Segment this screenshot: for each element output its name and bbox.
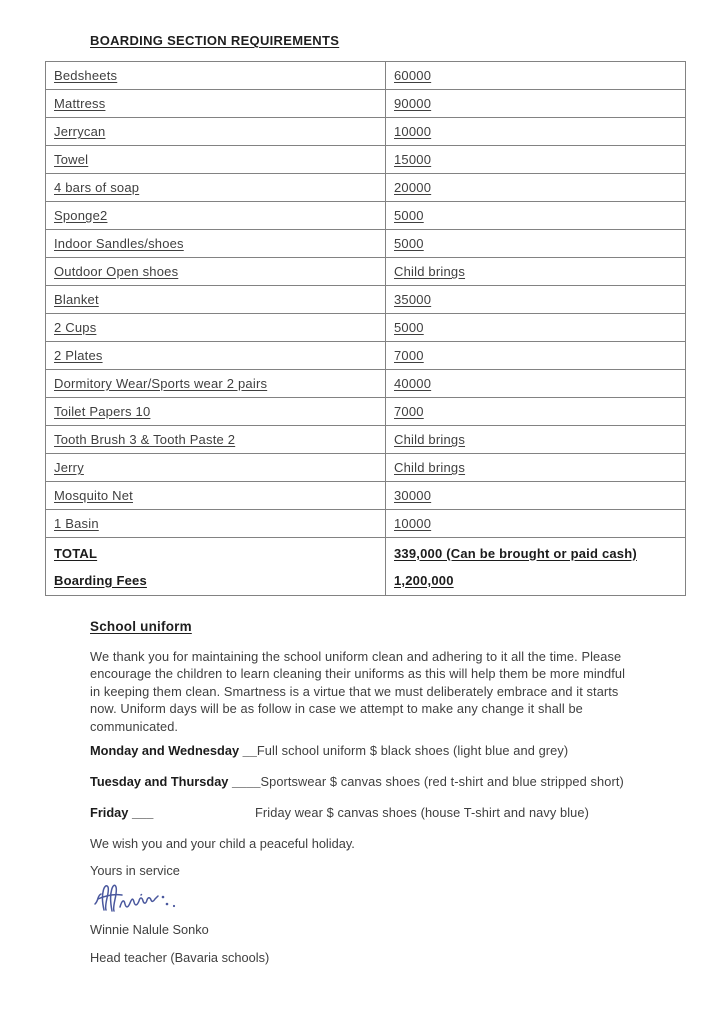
item-cell-text: Mattress <box>54 96 106 111</box>
uniform-schedule <box>90 742 690 835</box>
value-cell-text: 15000 <box>394 152 432 167</box>
value-cell-text: 5000 <box>394 236 424 251</box>
value-cell-text: 5000 <box>394 208 424 223</box>
paragraph-line: in keeping them clean. Smartness is a virtue that we must deliberately embrace and it starts <box>90 683 619 699</box>
value-cell-text: 5000 <box>394 320 424 335</box>
paragraph-line: encourage the children to learn cleaning their uniforms as this will help them be more mindful <box>90 666 626 682</box>
value-cell-text: Child brings <box>394 264 466 279</box>
schedule-row-friday <box>90 804 690 821</box>
item-cell-text: Dormitory Wear/Sports wear 2 pairs <box>54 376 268 391</box>
item-cell-text: Outdoor Open shoes <box>54 264 179 279</box>
handwritten-signature-icon <box>92 879 182 919</box>
schedule-row-monday-wednesday <box>90 742 690 759</box>
item-cell-text: Blanket <box>54 292 99 307</box>
table-row <box>46 314 686 342</box>
item-cell-text: Mosquito Net <box>54 488 133 503</box>
table-row <box>46 482 686 510</box>
item-cell-text: Towel <box>54 152 89 167</box>
valediction-text: Yours in service <box>90 863 180 878</box>
table-row <box>46 342 686 370</box>
item-cell-text: 2 Plates <box>54 348 103 363</box>
value-cell-text: 35000 <box>394 292 432 307</box>
value-cell-text: 20000 <box>394 180 432 195</box>
uniform-paragraph <box>90 648 665 735</box>
item-cell-text: Jerrycan <box>54 124 106 139</box>
table-row <box>46 370 686 398</box>
section-heading-school-uniform: School uniform <box>90 619 192 634</box>
value-cell-text: Child brings <box>394 432 466 447</box>
schedule-days-label: Monday and Wednesday <box>90 743 240 758</box>
table-row <box>46 258 686 286</box>
value-cell-text: 10000 <box>394 516 432 531</box>
table-row <box>46 118 686 146</box>
item-cell-text: Indoor Sandles/shoes <box>54 236 184 251</box>
item-cell-text: Sponge2 <box>54 208 108 223</box>
signatory-title: Head teacher (Bavaria schools) <box>90 950 270 965</box>
table-row <box>46 90 686 118</box>
value-cell-text: 10000 <box>394 124 432 139</box>
page-title: BOARDING SECTION REQUIREMENTS <box>90 33 340 48</box>
value-cell-text: 60000 <box>394 68 432 83</box>
requirements-table <box>45 61 686 596</box>
paragraph-line: We thank you for maintaining the school uniform clean and adhering to it all the time. Please <box>90 649 622 664</box>
value-cell-text: 7000 <box>394 404 424 419</box>
table-row <box>46 174 686 202</box>
signatory-name: Winnie Nalule Sonko <box>90 922 209 937</box>
schedule-outfit-text: Friday wear $ canvas shoes (house T-shirt and navy blue) <box>255 805 589 820</box>
total-value: 339,000 (Can be brought or paid cash) <box>394 545 637 561</box>
value-cell-text: 40000 <box>394 376 432 391</box>
item-cell-text: 4 bars of soap <box>54 180 140 195</box>
table-row <box>46 286 686 314</box>
paragraph-line: now. Uniform days will be as follow in case we attempt to make any change it shall be <box>90 701 583 717</box>
table-row <box>46 426 686 454</box>
total-label: TOTAL <box>54 545 98 561</box>
requirements-table-body <box>46 62 686 596</box>
boarding-fees-value: 1,200,000 <box>394 572 454 588</box>
schedule-outfit-text: Sportswear $ canvas shoes (red t-shirt and blue stripped short) <box>260 774 624 789</box>
item-cell-text: Toilet Papers 10 <box>54 404 151 419</box>
table-row <box>46 62 686 90</box>
schedule-outfit-text: Full school uniform $ black shoes (light blue and grey) <box>256 743 569 758</box>
paragraph-line: communicated. <box>90 718 179 734</box>
value-cell-text: 7000 <box>394 348 424 363</box>
summary-row <box>46 538 686 596</box>
table-row <box>46 202 686 230</box>
schedule-days-label: Friday <box>90 805 129 820</box>
schedule-blank: __ <box>242 743 257 758</box>
table-row <box>46 454 686 482</box>
value-cell-text: Child brings <box>394 460 466 475</box>
holiday-wish-text: We wish you and your child a peaceful holiday. <box>90 836 355 851</box>
schedule-days-label: Tuesday and Thursday <box>90 774 229 789</box>
table-row <box>46 510 686 538</box>
schedule-blank: ___ <box>131 805 154 820</box>
value-cell-text: 30000 <box>394 488 432 503</box>
boarding-fees-label: Boarding Fees <box>54 572 147 588</box>
table-row <box>46 398 686 426</box>
schedule-row-tuesday-thursday <box>90 773 690 790</box>
item-cell-text: Tooth Brush 3 & Tooth Paste 2 <box>54 432 236 447</box>
item-cell-text: Bedsheets <box>54 68 118 83</box>
schedule-blank: ____ <box>232 774 261 789</box>
table-row <box>46 230 686 258</box>
item-cell-text: 2 Cups <box>54 320 97 335</box>
table-row <box>46 146 686 174</box>
item-cell-text: Jerry <box>54 460 84 475</box>
item-cell-text: 1 Basin <box>54 516 99 531</box>
value-cell-text: 90000 <box>394 96 432 111</box>
